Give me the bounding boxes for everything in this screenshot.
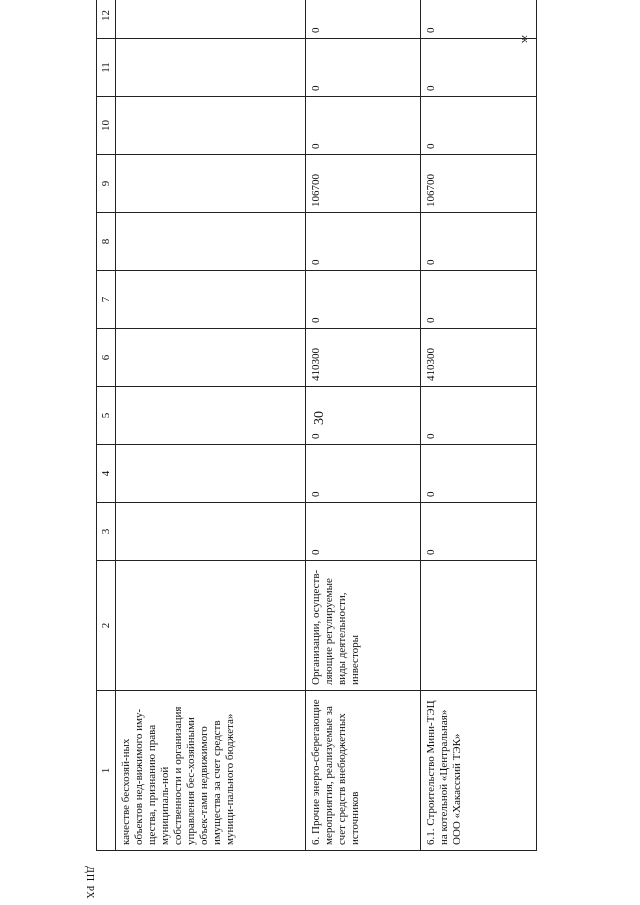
cell: 0 [421, 271, 537, 329]
cell: 410300 [306, 329, 421, 387]
col-header: 6 [97, 329, 116, 387]
col-header: 2 [97, 561, 116, 691]
col-header: 12 [97, 0, 116, 39]
cell [116, 213, 306, 271]
col-header: 5 [97, 387, 116, 445]
table-row [306, 0, 421, 851]
col-header: 7 [97, 271, 116, 329]
col-header: 8 [97, 213, 116, 271]
cell: 0 [421, 97, 537, 155]
cell [116, 39, 306, 97]
cell: 0 [421, 445, 537, 503]
cell [116, 155, 306, 213]
cell: 0 [306, 445, 421, 503]
cell [116, 0, 306, 39]
cell: 0 [306, 97, 421, 155]
cell [116, 387, 306, 445]
col-header: 1 [97, 691, 116, 851]
side-note: ДП РХ [84, 866, 95, 900]
col-header: 10 [97, 97, 116, 155]
cell: 0 [306, 39, 421, 97]
cell [116, 503, 306, 561]
cell [116, 329, 306, 387]
table-row [421, 0, 537, 851]
program-table [96, 10, 537, 851]
cell [116, 445, 306, 503]
col-header: 9 [97, 155, 116, 213]
cell: 0 [306, 387, 421, 445]
col-header: 3 [97, 503, 116, 561]
cell: 0 [421, 0, 537, 39]
row-title: качестве бесхозяй-ных объектов нед-вижимого иму-щества, признанию права муниципаль-ной собственности и организация управления бес-хозяйными объек-тами недвижимого имущества за счет средств муници-пального бюджета» [116, 691, 306, 851]
cell: 0 [421, 387, 537, 445]
cell [116, 561, 306, 691]
cell: 0 [306, 213, 421, 271]
corner-mark: ж [518, 35, 531, 43]
cell: 0 [421, 39, 537, 97]
row-title: 6.1. Строительство Мини-ТЭЦ на котельной «Центральная» ООО «Хакасский ТЭК» [421, 691, 537, 851]
cell [116, 271, 306, 329]
page-number: 30 [312, 411, 327, 425]
cell: 106700 [421, 155, 537, 213]
col-header: 11 [97, 39, 116, 97]
cell [116, 97, 306, 155]
cell: 0 [306, 271, 421, 329]
cell: 106700 [306, 155, 421, 213]
cell: 0 [306, 0, 421, 39]
cell: Организации, осуществ-ляющие регулируемые виды деятельности, инвесторы [306, 561, 421, 691]
table-row [116, 0, 306, 851]
row-title: 6. Прочие энерго-сберегающие мероприятия, реализуемые за счет средств внебюджетных источников [306, 691, 421, 851]
cell: 0 [306, 503, 421, 561]
cell [421, 561, 537, 691]
header-row [97, 0, 116, 851]
cell: 410300 [421, 329, 537, 387]
cell: 0 [421, 213, 537, 271]
col-header: 4 [97, 445, 116, 503]
cell: 0 [421, 503, 537, 561]
